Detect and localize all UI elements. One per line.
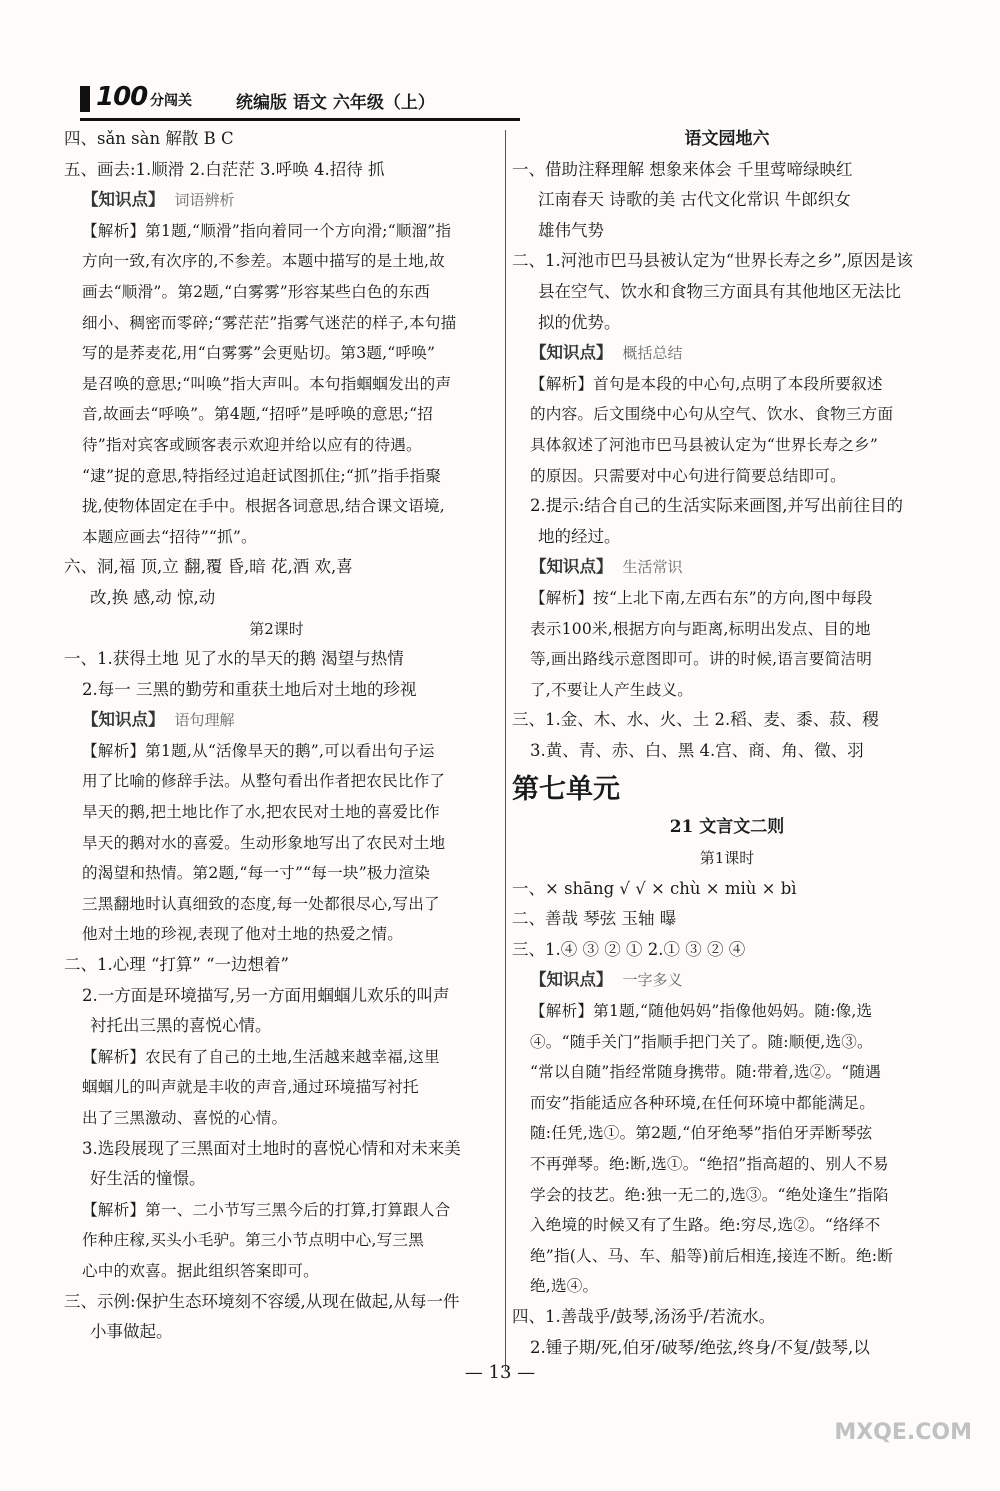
answer-line: 2.锺子期/死,伯牙/破琴/绝弦,终身/不复/鼓琴,以 (530, 1337, 870, 1357)
answer-line: 学会的技艺。绝:独一无二的,选③。“绝处逢生”指陷 (530, 1185, 889, 1204)
answer-line: 音,故画去“呼唤”。第4题,“招呼”是呼唤的意思;“招 (82, 405, 434, 424)
answer-line: 雄伟气势 (538, 220, 604, 240)
answer-line: ④。“随手关门”指顺手把门关了。随:顺便,选③。 (530, 1032, 873, 1051)
page-number: — 13 — (464, 1362, 536, 1383)
answer-line: 四、sǎn sàn 解散 B C (64, 129, 234, 148)
knowledge-label: 【知识点】 (82, 190, 165, 210)
answer-line: 一、借助注释理解 想象来体会 千里莺啼绿映红 (512, 159, 853, 179)
answer-line: 用了比喻的修辞手法。从整句看出作者把农民比作了 (82, 772, 446, 791)
answer-line: 四、1.善哉乎/鼓琴,汤汤乎/若流水。 (512, 1306, 776, 1326)
answer-line: “逮”捉的意思,特指经过追赶试图抓住;“抓”指手指聚 (82, 466, 442, 485)
unit-heading: 第七单元 (512, 774, 620, 806)
lesson-title: 语文园地六 (684, 129, 770, 149)
answer-line: 表示100米,根据方向与距离,标明出发点、目的地 (530, 619, 871, 638)
answer-line: 改,换 感,动 惊,动 (90, 587, 216, 607)
logo-subtitle: 分闯关 (150, 93, 192, 109)
page-header (80, 76, 940, 126)
answer-line: 画去“顺滑”。第2题,“白雾雾”形容某些白色的东西 (82, 282, 431, 301)
answer-line: 一、1.获得土地 见了水的旱天的鹅 渴望与热情 (64, 649, 404, 669)
knowledge-value: 语句理解 (174, 711, 235, 730)
answer-line: 具体叙述了河池市巴马县被认定为“世界长寿之乡” (530, 435, 879, 454)
logo-number: 100 (96, 82, 148, 112)
answer-line: 旱天的鹅,把土地比作了水,把农民对土地的喜爱比作 (82, 803, 440, 822)
knowledge-point (512, 965, 942, 996)
answer-line: 待”指对宾客或顾客表示欢迎并给以应有的待遇。 (82, 435, 422, 454)
answer-line: 细小、稠密而零碎;“雾茫茫”指雾气迷茫的样子,本句描 (82, 313, 457, 332)
answer-line: 等,画出路线示意图即可。讲的时候,语言要简洁明 (530, 650, 872, 669)
answer-line: 2.每一 三黑的勤劳和重获土地后对土地的珍视 (82, 679, 417, 699)
answer-line: 地的经过。 (538, 526, 621, 546)
answer-line: 【解析】按“上北下南,左西右东”的方向,图中每段 (530, 588, 873, 607)
answer-line: 随:任凭,选①。第2题,“伯牙绝琴”指伯牙弄断琴弦 (530, 1124, 873, 1143)
brand-logo (80, 82, 230, 112)
right-column (512, 124, 942, 1363)
answer-line: “常以自随”指经常随身携带。随:带着,选②。“随遇 (530, 1063, 882, 1082)
answer-line: 2.一方面是环境描写,另一方面用蝈蝈儿欢乐的叫声 (82, 985, 450, 1005)
answer-line: 3.黄、青、赤、白、黑 4.宫、商、角、徵、羽 (530, 740, 864, 760)
answer-line: 江南春天 诗歌的美 古代文化常识 牛郎织女 (538, 190, 851, 210)
answer-line: 旱天的鹅对水的喜爱。生动形象地写出了农民对土地 (82, 833, 446, 852)
answer-line: 不再弹琴。绝:断,选①。“绝招”指高超的、别人不易 (530, 1155, 889, 1173)
watermark: MXQE.COM (834, 1420, 972, 1445)
knowledge-value: 概括总结 (622, 344, 683, 363)
answer-line: 拟的优势。 (538, 312, 621, 332)
answer-line: 拢,使物体固定在手中。根据各词意思,结合课文语境, (82, 497, 445, 516)
knowledge-label: 【知识点】 (82, 710, 165, 730)
knowledge-value: 词语辨析 (174, 191, 235, 210)
answer-line: 【解析】首句是本段的中心句,点明了本段所要叙述 (530, 374, 883, 393)
knowledge-label: 【知识点】 (530, 970, 613, 990)
answer-line: 而安”指能适应各种环境,在任何环境中都能满足。 (530, 1093, 875, 1112)
answer-line: 衬托出三黑的喜悦心情。 (90, 1016, 272, 1036)
knowledge-point (64, 705, 489, 736)
answer-line: 小事做起。 (90, 1322, 173, 1342)
lesson-subtitle: 第2课时 (249, 619, 304, 638)
answer-line: 三、1.④ ③ ② ① 2.① ③ ② ④ (512, 939, 746, 959)
answer-line: 入绝境的时候又有了生路。绝:穷尽,选②。“络绎不 (530, 1216, 881, 1235)
answer-line: 三、1.金、木、水、火、土 2.稻、麦、黍、菽、稷 (512, 710, 879, 730)
answer-line: 二、善哉 琴弦 玉轴 曝 (512, 909, 677, 929)
answer-line: 六、洞,福 顶,立 翻,覆 昏,暗 花,酒 欢,喜 (64, 557, 353, 577)
book-title: 统编版 语文 六年级（上） (236, 93, 435, 113)
answer-line: 绝”指(人、马、车、船等)前后相连,接连不断。绝:断 (530, 1246, 894, 1265)
knowledge-value: 生活常识 (622, 558, 683, 577)
answer-line: 了,不要让人产生歧义。 (530, 680, 694, 699)
answer-line: 心中的欢喜。据此组织答案即可。 (82, 1261, 319, 1280)
answer-line: 县在空气、饮水和食物三方面具有其他地区无法比 (538, 281, 901, 301)
answer-line: 写的是荞麦花,用“白雾雾”会更贴切。第3题,“呼唤” (82, 344, 436, 363)
knowledge-point (64, 185, 489, 216)
answer-line: 【解析】农民有了自己的土地,生活越来越幸福,这里 (82, 1047, 440, 1066)
answer-line: 本题应画去“招待”“抓”。 (82, 527, 257, 546)
column-divider (505, 130, 506, 1370)
answer-line: 他对土地的珍视,表现了他对土地的热爱之情。 (82, 925, 404, 944)
header-rule (80, 118, 520, 121)
knowledge-label: 【知识点】 (530, 343, 613, 363)
logo-bar (80, 86, 90, 112)
answer-line: 五、画去:1.顺滑 2.白茫茫 3.呼唤 4.招待 抓 (64, 159, 385, 179)
knowledge-point (512, 552, 942, 583)
answer-line: 【解析】第1题,“随他妈妈”指像他妈妈。随:像,选 (530, 1002, 873, 1021)
answer-line: 是召唤的意思;“叫唤”指大声叫。本句指蝈蝈发出的声 (82, 374, 452, 393)
knowledge-value: 一字多义 (622, 971, 683, 990)
answer-line: 好生活的憧憬。 (90, 1169, 206, 1189)
knowledge-point (512, 338, 942, 369)
answer-line: 【解析】第一、二小节写三黑今后的打算,打算跟人合 (82, 1200, 451, 1219)
answer-line: 【解析】第1题,“顺滑”指向着同一个方向滑;“顺溜”指 (82, 221, 452, 240)
answer-line: 作种庄稼,买头小毛驴。第三小节点明中心,写三黑 (82, 1231, 424, 1250)
answer-line: 3.选段展现了三黑面对土地时的喜悦心情和对未来美 (82, 1138, 461, 1158)
answer-line: 的内容。后文围绕中心句从空气、饮水、食物三方面 (530, 405, 894, 424)
answer-line: 一、× shāng √ √ × chù × miù × bì (512, 878, 797, 898)
left-column (64, 124, 489, 1348)
answer-line: 的渴望和热情。第2题,“每一寸”“每一块”极力渲染 (82, 864, 431, 883)
answer-line: 三黑翻地时认真细致的态度,每一处都很尽心,写出了 (82, 894, 440, 913)
answer-line: 方向一致,有次序的,不参差。本题中描写的是土地,故 (82, 252, 445, 271)
lesson-subtitle: 第1课时 (699, 849, 755, 868)
answer-line: 的原因。只需要对中心句进行简要总结即可。 (530, 466, 846, 485)
knowledge-label: 【知识点】 (530, 557, 613, 577)
answer-line: 绝,选④。 (530, 1277, 599, 1296)
answer-line: 2.提示:结合自己的生活实际来画图,并写出前往目的 (530, 496, 904, 516)
answer-line: 三、示例:保护生态环境刻不容缓,从现在做起,从每一件 (64, 1291, 460, 1311)
answer-line: 出了三黑激动、喜悦的心情。 (82, 1109, 288, 1127)
answer-line: 蝈蝈儿的叫声就是丰收的声音,通过环境描写衬托 (82, 1078, 419, 1097)
answer-line: 【解析】第1题,从“活像旱天的鹅”,可以看出句子运 (82, 741, 435, 760)
answer-line: 二、1.心理 “打算” “一边想着” (64, 955, 289, 975)
answer-line: 二、1.河池市巴马县被认定为“世界长寿之乡”,原因是该 (512, 251, 913, 271)
lesson-title: 21 文言文二则 (669, 817, 785, 838)
